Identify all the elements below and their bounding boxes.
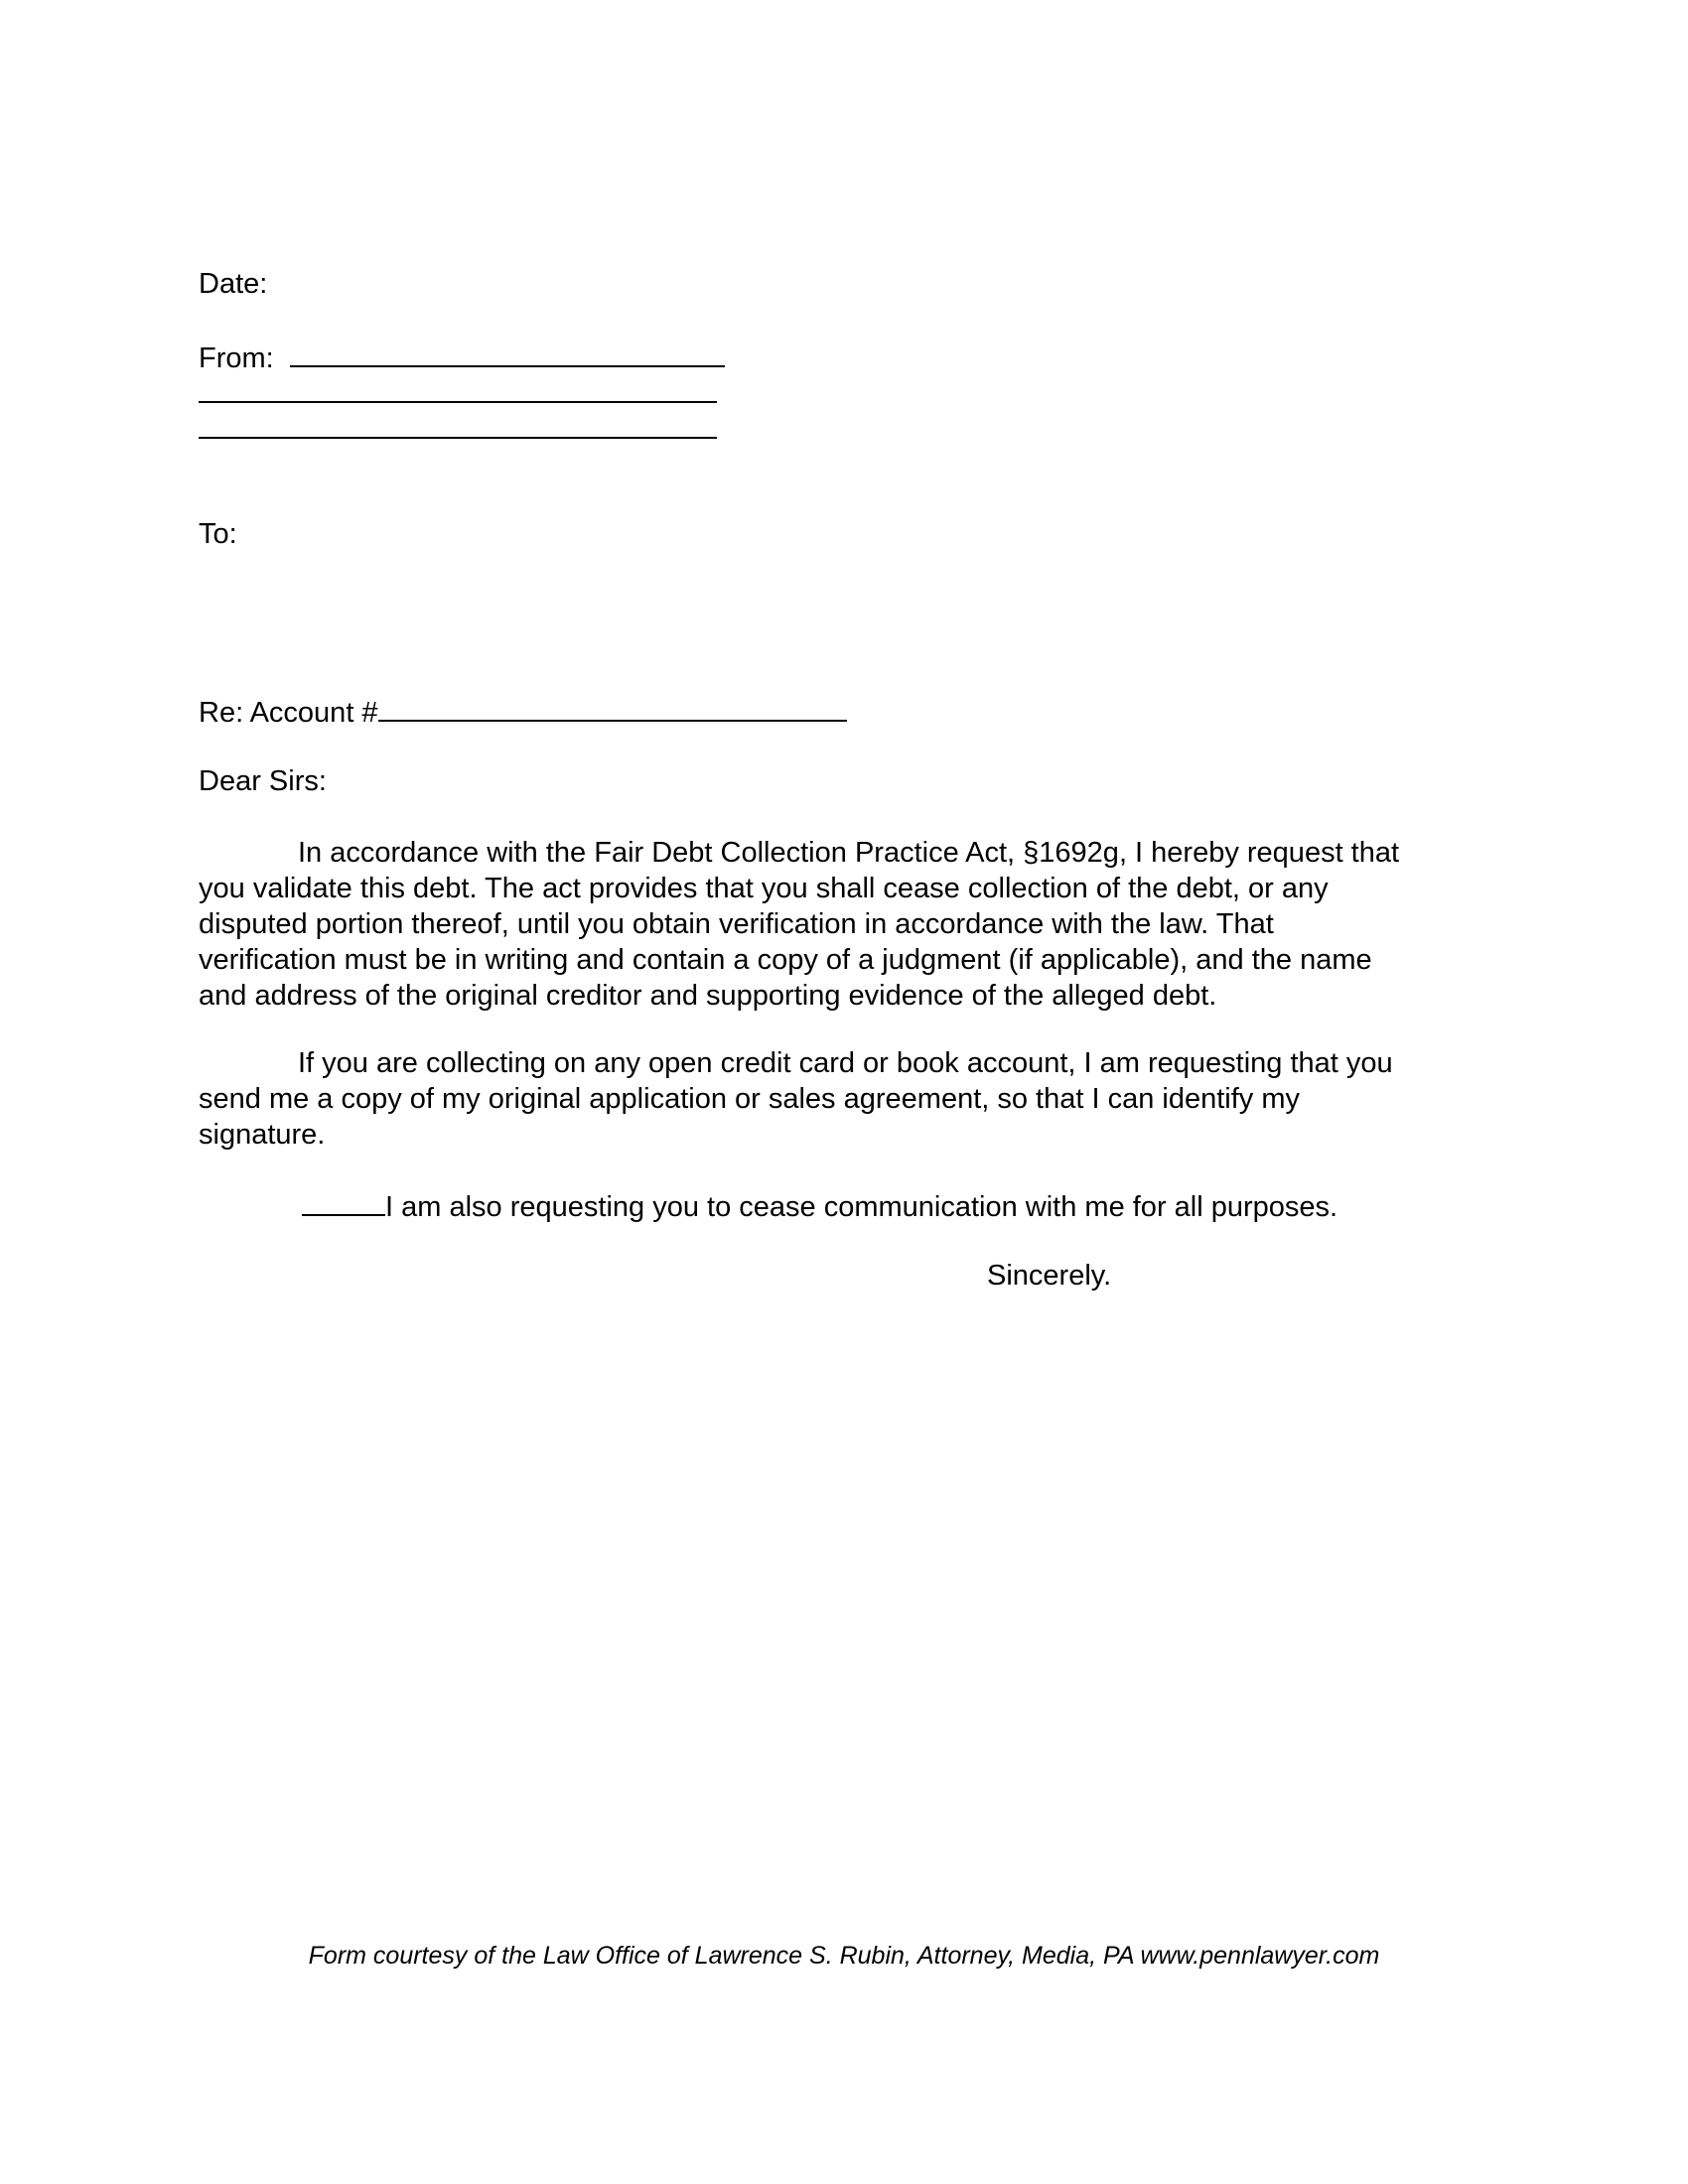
from-address-line-1[interactable] (199, 401, 717, 403)
cease-communication-text: I am also requesting you to cease communication with me for all purposes. (385, 1191, 1338, 1223)
from-address-line-2[interactable] (199, 437, 717, 439)
to-label: To: (199, 518, 237, 550)
closing: Sincerely. (987, 1260, 1112, 1292)
re-account-row (199, 692, 847, 731)
cease-communication-checkbox-blank[interactable] (302, 1186, 385, 1216)
salutation: Dear Sirs: (199, 765, 327, 797)
from-name-blank[interactable] (290, 338, 725, 367)
paragraph-original-application: If you are collecting on any open credit card or book account, I am requesting that you send me a copy of my original application or sales agreement, so that I can identify my signature. (199, 1047, 1393, 1151)
from-row (199, 338, 725, 376)
cease-communication-row (302, 1186, 1337, 1225)
re-account-label: Re: Account # (199, 697, 378, 729)
footer-credit: Form courtesy of the Law Office of Lawrence S. Rubin, Attorney, Media, PA www.pennlawyer.com (308, 1942, 1380, 1970)
from-label: From: (199, 342, 274, 374)
paragraph-validation-request: In accordance with the Fair Debt Collection Practice Act, §1692g, I hereby request that you validate this debt. The act provides that you shall cease collection of the debt, or any disputed portion thereof, until you obtain verification in accordance with the law. That verification must be in writing and contain a copy of a judgment (if applicable), and the name and address of the original creditor and supporting evidence of the alleged debt. (199, 837, 1400, 1012)
date-label: Date: (199, 268, 268, 300)
account-number-blank[interactable] (378, 692, 847, 722)
